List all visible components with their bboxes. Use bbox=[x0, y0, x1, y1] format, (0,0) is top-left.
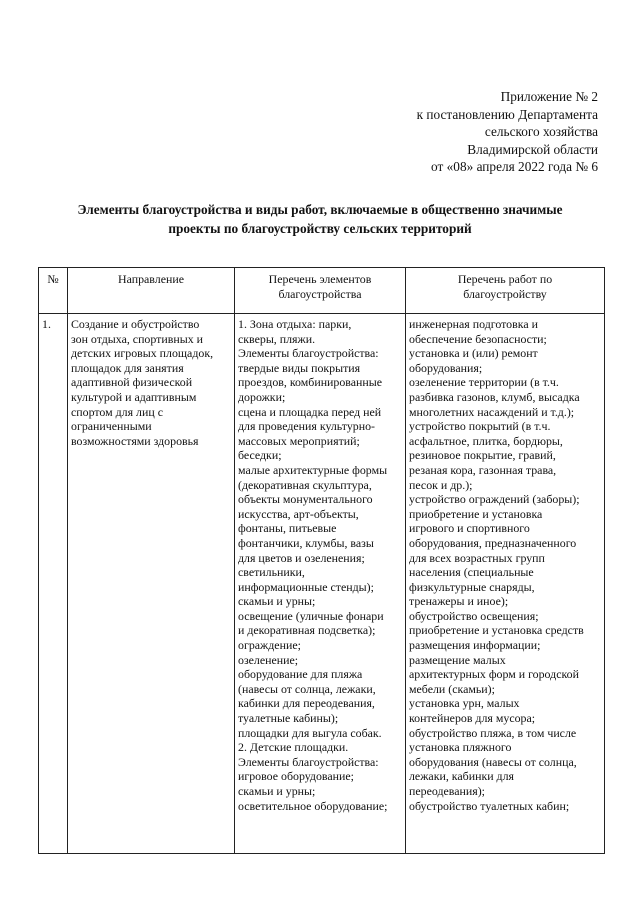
elements-line: для цветов и озеленения; bbox=[238, 550, 365, 565]
row-works bbox=[406, 314, 605, 854]
works-line: приобретение и установка bbox=[409, 506, 543, 521]
elements-line: освещение (уличные фонари bbox=[238, 608, 384, 623]
elements-lines bbox=[235, 314, 405, 813]
appendix-line: сельского хозяйства bbox=[484, 124, 598, 140]
elements-line: (декоративная скульптура, bbox=[238, 477, 372, 492]
document-title bbox=[40, 200, 600, 238]
works-line: тренажеры и иное); bbox=[409, 594, 509, 609]
title-line: проекты по благоустройству сельских территорий bbox=[168, 221, 472, 236]
works-line: обустройство освещения; bbox=[409, 608, 539, 623]
elements-line: проездов, комбинированные bbox=[238, 375, 383, 390]
elements-line: для проведения культурно- bbox=[238, 419, 375, 434]
elements-line: информационные стенды); bbox=[238, 579, 374, 594]
direction-line: спортом для лиц с bbox=[71, 404, 163, 419]
direction-line: детских игровых площадок, bbox=[71, 346, 214, 361]
elements-line: искусства, арт-объекты, bbox=[238, 506, 359, 521]
appendix-line: Приложение № 2 bbox=[500, 89, 598, 104]
elements-line: площадки для выгула собак. bbox=[238, 725, 382, 740]
elements-line: скамьи и урны; bbox=[238, 594, 316, 609]
elements-line: твердые виды покрытия bbox=[238, 360, 361, 375]
works-line: установка пляжного bbox=[409, 740, 512, 755]
elements-line: 2. Детские площадки. bbox=[238, 740, 349, 755]
works-line: переодевания); bbox=[409, 784, 485, 798]
direction-lines bbox=[68, 314, 234, 448]
elements-line: озеленение; bbox=[238, 652, 299, 667]
works-line: контейнеров для мусора; bbox=[409, 711, 536, 726]
elements-line: скамьи и урны; bbox=[238, 784, 316, 798]
appendix-line: Владимирской области bbox=[467, 141, 598, 157]
elements-line: массовых мероприятий; bbox=[238, 433, 360, 448]
table-header-row bbox=[39, 268, 605, 314]
works-line: лежаки, кабинки для bbox=[409, 769, 515, 784]
works-line: игрового и спортивного bbox=[409, 521, 530, 536]
works-line: размещение малых bbox=[409, 652, 506, 667]
elements-line: ограждение; bbox=[238, 638, 301, 653]
header-num: № bbox=[39, 268, 68, 314]
works-line: физкультурные снаряды, bbox=[409, 579, 535, 594]
elements-line: и декоративная подсветка); bbox=[238, 623, 376, 638]
works-line: для всех возрастных групп bbox=[409, 550, 545, 565]
header-works-line: Перечень работ по bbox=[457, 272, 553, 286]
elements-line: Элементы благоустройства: bbox=[238, 346, 379, 361]
elements-line: 1. Зона отдыха: парки, bbox=[238, 317, 352, 331]
header-elements-line: Перечень элементов bbox=[268, 272, 372, 286]
works-line: многолетних насаждений и т.д.); bbox=[409, 404, 575, 419]
header-elements-line: благоустройства bbox=[278, 287, 362, 301]
works-line: озеленение территории (в т.ч. bbox=[409, 375, 559, 390]
works-line: устройство покрытий (в т.ч. bbox=[409, 419, 551, 434]
elements-line: фонтанчики, клумбы, вазы bbox=[238, 535, 374, 550]
elements-line: сцена и площадка перед ней bbox=[238, 404, 382, 419]
header-elements bbox=[235, 268, 406, 314]
elements-line: Элементы благоустройства: bbox=[238, 754, 379, 769]
works-line: устройство ограждений (заборы); bbox=[409, 492, 580, 507]
direction-line: зон отдыха, спортивных и bbox=[71, 331, 203, 346]
works-line: обустройство туалетных кабин; bbox=[409, 798, 570, 813]
row-direction bbox=[68, 314, 235, 854]
row-elements bbox=[235, 314, 406, 854]
title-line: Элементы благоустройства и виды работ, включаемые в общественно значимые bbox=[77, 202, 563, 217]
elements-line: малые архитектурные формы bbox=[238, 462, 388, 477]
works-line: населения (специальные bbox=[409, 565, 534, 580]
elements-line: объекты монументального bbox=[238, 492, 373, 507]
works-line: архитектурных форм и городской bbox=[409, 667, 579, 682]
elements-line: (навесы от солнца, лежаки, bbox=[238, 681, 376, 696]
works-line: резаная кора, газонная трава, bbox=[409, 462, 557, 477]
elements-line: осветительное оборудование; bbox=[238, 798, 388, 813]
works-line: песок и др.); bbox=[409, 477, 473, 492]
direction-line: возможностями здоровья bbox=[71, 433, 199, 448]
works-line: установка урн, малых bbox=[409, 696, 520, 711]
works-line: размещения информации; bbox=[409, 638, 541, 653]
table-row bbox=[39, 314, 605, 854]
appendix-line: к постановлению Департамента bbox=[416, 106, 598, 122]
direction-line: площадок для занятия bbox=[71, 360, 184, 375]
elements-line: фонтаны, питьевые bbox=[238, 521, 337, 536]
works-line: инженерная подготовка и bbox=[409, 317, 538, 331]
elements-line: скверы, пляжи. bbox=[238, 331, 316, 346]
works-line: приобретение и установка средств bbox=[409, 623, 584, 638]
elements-line: игровое оборудование; bbox=[238, 769, 354, 784]
row-num: 1. bbox=[39, 314, 68, 854]
works-line: резиновое покрытие, гравий, bbox=[409, 448, 556, 463]
works-line: установка и (или) ремонт bbox=[409, 346, 538, 361]
direction-line: Создание и обустройство bbox=[71, 317, 200, 331]
works-line: обустройство пляжа, в том числе bbox=[409, 725, 577, 740]
works-line: асфальтное, плитка, бордюры, bbox=[409, 433, 563, 448]
appendix-line: от «08» апреля 2022 года № 6 bbox=[431, 159, 598, 175]
header-direction: Направление bbox=[68, 268, 235, 314]
works-line: обеспечение безопасности; bbox=[409, 331, 547, 346]
works-line: мебели (скамьи); bbox=[409, 681, 495, 696]
works-line: оборудования (навесы от солнца, bbox=[409, 754, 577, 769]
direction-line: ограниченными bbox=[71, 419, 152, 434]
works-lines bbox=[406, 314, 604, 813]
elements-line: туалетные кабины); bbox=[238, 711, 339, 726]
direction-line: адаптивной физической bbox=[71, 375, 193, 390]
elements-line: оборудование для пляжа bbox=[238, 667, 363, 682]
elements-line: светильники, bbox=[238, 565, 305, 580]
works-line: разбивка газонов, клумб, высадка bbox=[409, 389, 580, 404]
direction-line: культурой и адаптивным bbox=[71, 389, 197, 404]
header-works-line: благоустройству bbox=[463, 287, 547, 301]
works-table bbox=[38, 267, 605, 854]
elements-line: беседки; bbox=[238, 448, 282, 463]
appendix-header bbox=[278, 88, 598, 176]
works-line: оборудования; bbox=[409, 360, 483, 375]
elements-line: кабинки для переодевания, bbox=[238, 696, 375, 711]
elements-line: дорожки; bbox=[238, 389, 286, 404]
header-works bbox=[406, 268, 605, 314]
works-line: оборудования, предназначенного bbox=[409, 535, 577, 550]
